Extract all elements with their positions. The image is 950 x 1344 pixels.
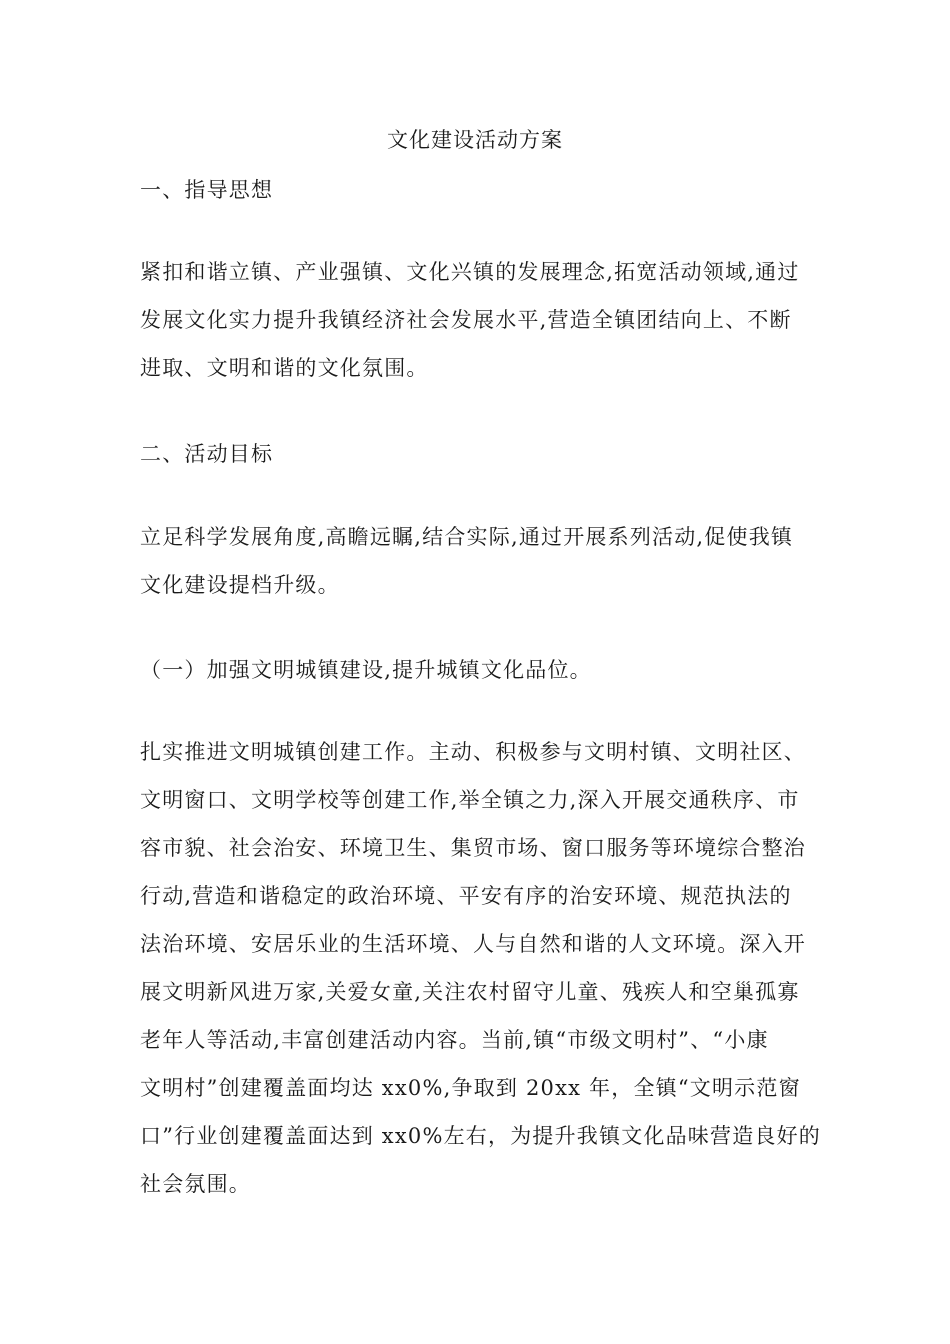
subsection-heading-civilized-town: （一）加强文明城镇建设,提升城镇文化品位。 [140, 658, 592, 682]
paragraph-line: 展文明新风进万家,关爱女童,关注农村留守儿童、残疾人和空巢孤寡 [140, 980, 800, 1004]
section-paragraph-activity-goals [140, 513, 820, 609]
paragraph-line: 文明窗口、文明学校等创建工作,举全镇之力,深入开展交通秩序、市 [140, 788, 800, 812]
section-heading-activity-goals: 二、活动目标 [140, 442, 274, 466]
paragraph-line: 进取、文明和谐的文化氛围。 [140, 356, 429, 380]
paragraph-line: 社会氛围。 [140, 1172, 251, 1196]
section-heading-guiding-ideology: 一、指导思想 [140, 178, 274, 202]
subsection-paragraph-civilized-town [140, 728, 820, 1208]
paragraph-line: 老年人等活动,丰富创建活动内容。当前,镇“市级文明村”、“小康 [140, 1028, 769, 1052]
paragraph-line: 行动,营造和谐稳定的政治环境、平安有序的治安环境、规范执法的 [140, 884, 792, 908]
paragraph-line: 扎实推进文明城镇创建工作。主动、积极参与文明村镇、文明社区、 [140, 740, 806, 764]
document-title: 文化建设活动方案 [387, 128, 563, 152]
paragraph-line: 紧扣和谐立镇、产业强镇、文化兴镇的发展理念,拓宽活动领域,通过 [140, 260, 800, 284]
paragraph-line: 发展文化实力提升我镇经济社会发展水平,营造全镇团结向上、不断 [140, 308, 792, 332]
paragraph-line: 法治环境、安居乐业的生活环境、人与自然和谐的人文环境。深入开 [140, 932, 806, 956]
paragraph-line: 立足科学发展角度,高瞻远瞩,结合实际,通过开展系列活动,促使我镇 [140, 525, 794, 549]
paragraph-line: 口”行业创建覆盖面达到 xx0%左右，为提升我镇文化品味营造良好的 [140, 1124, 822, 1148]
paragraph-line: 文明村”创建覆盖面均达 xx0%,争取到 20xx 年，全镇“文明示范窗 [140, 1076, 801, 1100]
paragraph-line: 容市貌、社会治安、环境卫生、集贸市场、窗口服务等环境综合整治 [140, 836, 806, 860]
section-paragraph-guiding-ideology [140, 248, 820, 392]
paragraph-line: 文化建设提档升级。 [140, 573, 340, 597]
